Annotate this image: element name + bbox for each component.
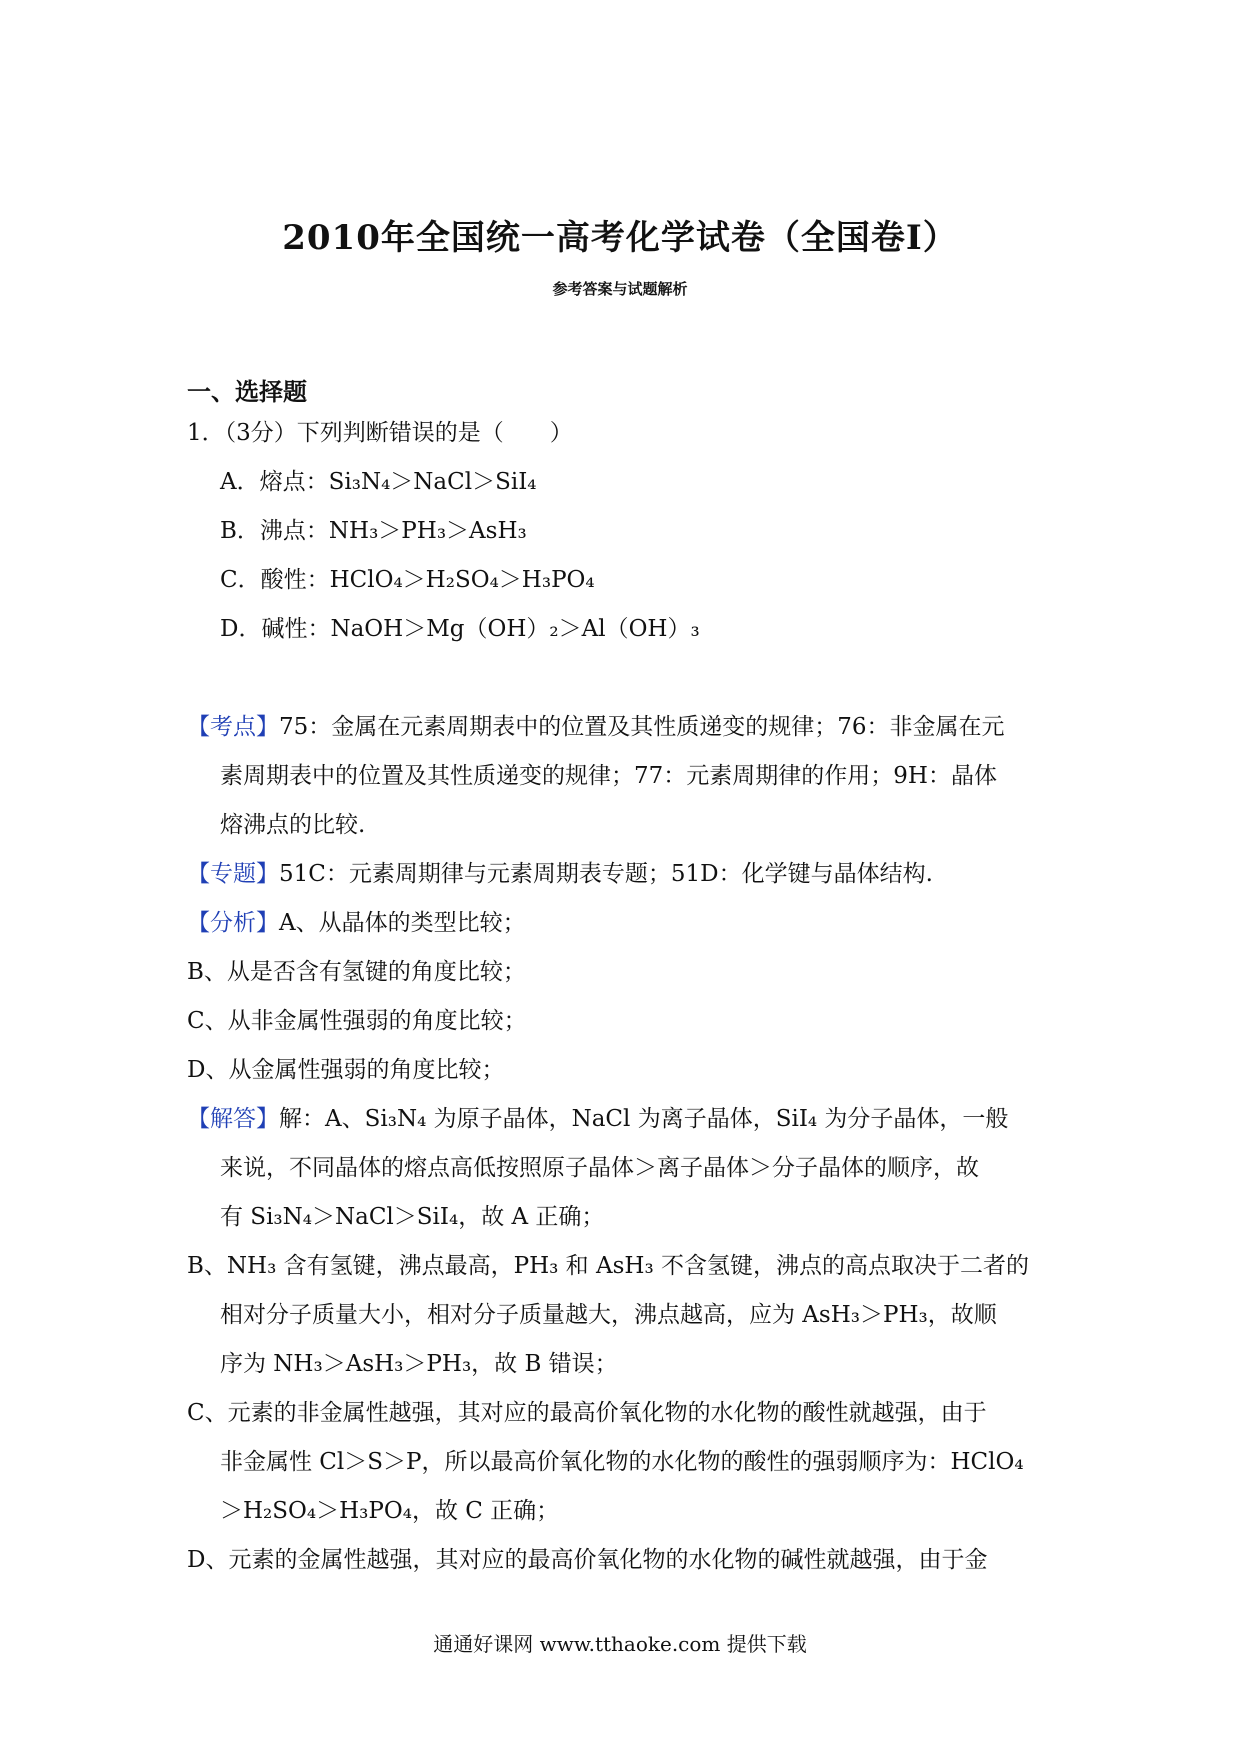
kaodian-line-2: 素周期表中的位置及其性质递变的规律；77：元素周期律的作用；9H：晶体: [220, 763, 997, 789]
jieda-line-2: 来说，不同晶体的熔点高低按照原子晶体＞离子晶体＞分子晶体的顺序，故: [220, 1155, 979, 1181]
fenxi-line-4: D、从金属性强弱的角度比较；: [187, 1057, 505, 1083]
jieda-tag: 【解答】: [187, 1106, 279, 1132]
jieda-line-3: 有 Si₃N₄＞NaCl＞SiI₄，故 A 正确；: [220, 1204, 605, 1230]
option-b: B．沸点：NH₃＞PH₃＞AsH₃: [220, 518, 527, 544]
kaodian-tag: 【考点】: [187, 714, 279, 740]
zhuanti-tag: 【专题】: [187, 861, 279, 887]
kaodian-line-3: 熔沸点的比较.: [220, 812, 366, 838]
option-d: D．碱性：NaOH＞Mg（OH）₂＞Al（OH）₃: [220, 616, 700, 642]
fenxi-line-3: C、从非金属性强弱的角度比较；: [187, 1008, 527, 1034]
kaodian-line-1: [187, 712, 1005, 742]
jieda-text-1: 解：A、Si₃N₄ 为原子晶体，NaCl 为离子晶体，SiI₄ 为分子晶体，一般: [279, 1106, 1009, 1132]
jieda-line-9: ＞H₂SO₄＞H₃PO₄，故 C 正确；: [220, 1498, 560, 1524]
jieda-line-7: C、元素的非金属性越强，其对应的最高价氧化物的水化物的酸性就越强，由于: [187, 1400, 987, 1426]
document-title: 2010年全国统一高考化学试卷（全国卷I）: [282, 218, 958, 258]
question-stem: 1．（3分）下列判断错误的是（ ）: [187, 420, 573, 446]
section-heading: 一、选择题: [187, 377, 307, 406]
option-a: A．熔点：Si₃N₄＞NaCl＞SiI₄: [220, 469, 537, 495]
fenxi-line-1: [187, 908, 526, 938]
jieda-line-10: D、元素的金属性越强，其对应的最高价氧化物的水化物的碱性就越强，由于金: [187, 1547, 988, 1573]
document-subtitle: 参考答案与试题解析: [552, 280, 688, 298]
fenxi-tag: 【分析】: [187, 910, 279, 936]
zhuanti-text: 51C：元素周期律与元素周期表专题；51D：化学键与晶体结构.: [279, 861, 933, 887]
page-footer: 通通好课网 www.tthaoke.com 提供下载: [433, 1632, 807, 1656]
jieda-line-1: [187, 1104, 1008, 1134]
jieda-line-4: B、NH₃ 含有氢键，沸点最高，PH₃ 和 AsH₃ 不含氢键，沸点的高点取决于二者的: [187, 1253, 1029, 1279]
jieda-line-6: 序为 NH₃＞AsH₃＞PH₃，故 B 错误；: [220, 1351, 618, 1377]
jieda-line-5: 相对分子质量大小，相对分子质量越大，沸点越高，应为 AsH₃＞PH₃，故顺: [220, 1302, 997, 1328]
jieda-line-8: 非金属性 Cl＞S＞P，所以最高价氧化物的水化物的酸性的强弱顺序为：HClO₄: [220, 1449, 1024, 1475]
zhuanti-line: [187, 859, 933, 889]
kaodian-text-1: 75：金属在元素周期表中的位置及其性质递变的规律；76：非金属在元: [279, 714, 1005, 740]
fenxi-text-1: A、从晶体的类型比较；: [279, 910, 526, 936]
option-c: C．酸性：HClO₄＞H₂SO₄＞H₃PO₄: [220, 567, 595, 593]
fenxi-line-2: B、从是否含有氢键的角度比较；: [187, 959, 526, 985]
